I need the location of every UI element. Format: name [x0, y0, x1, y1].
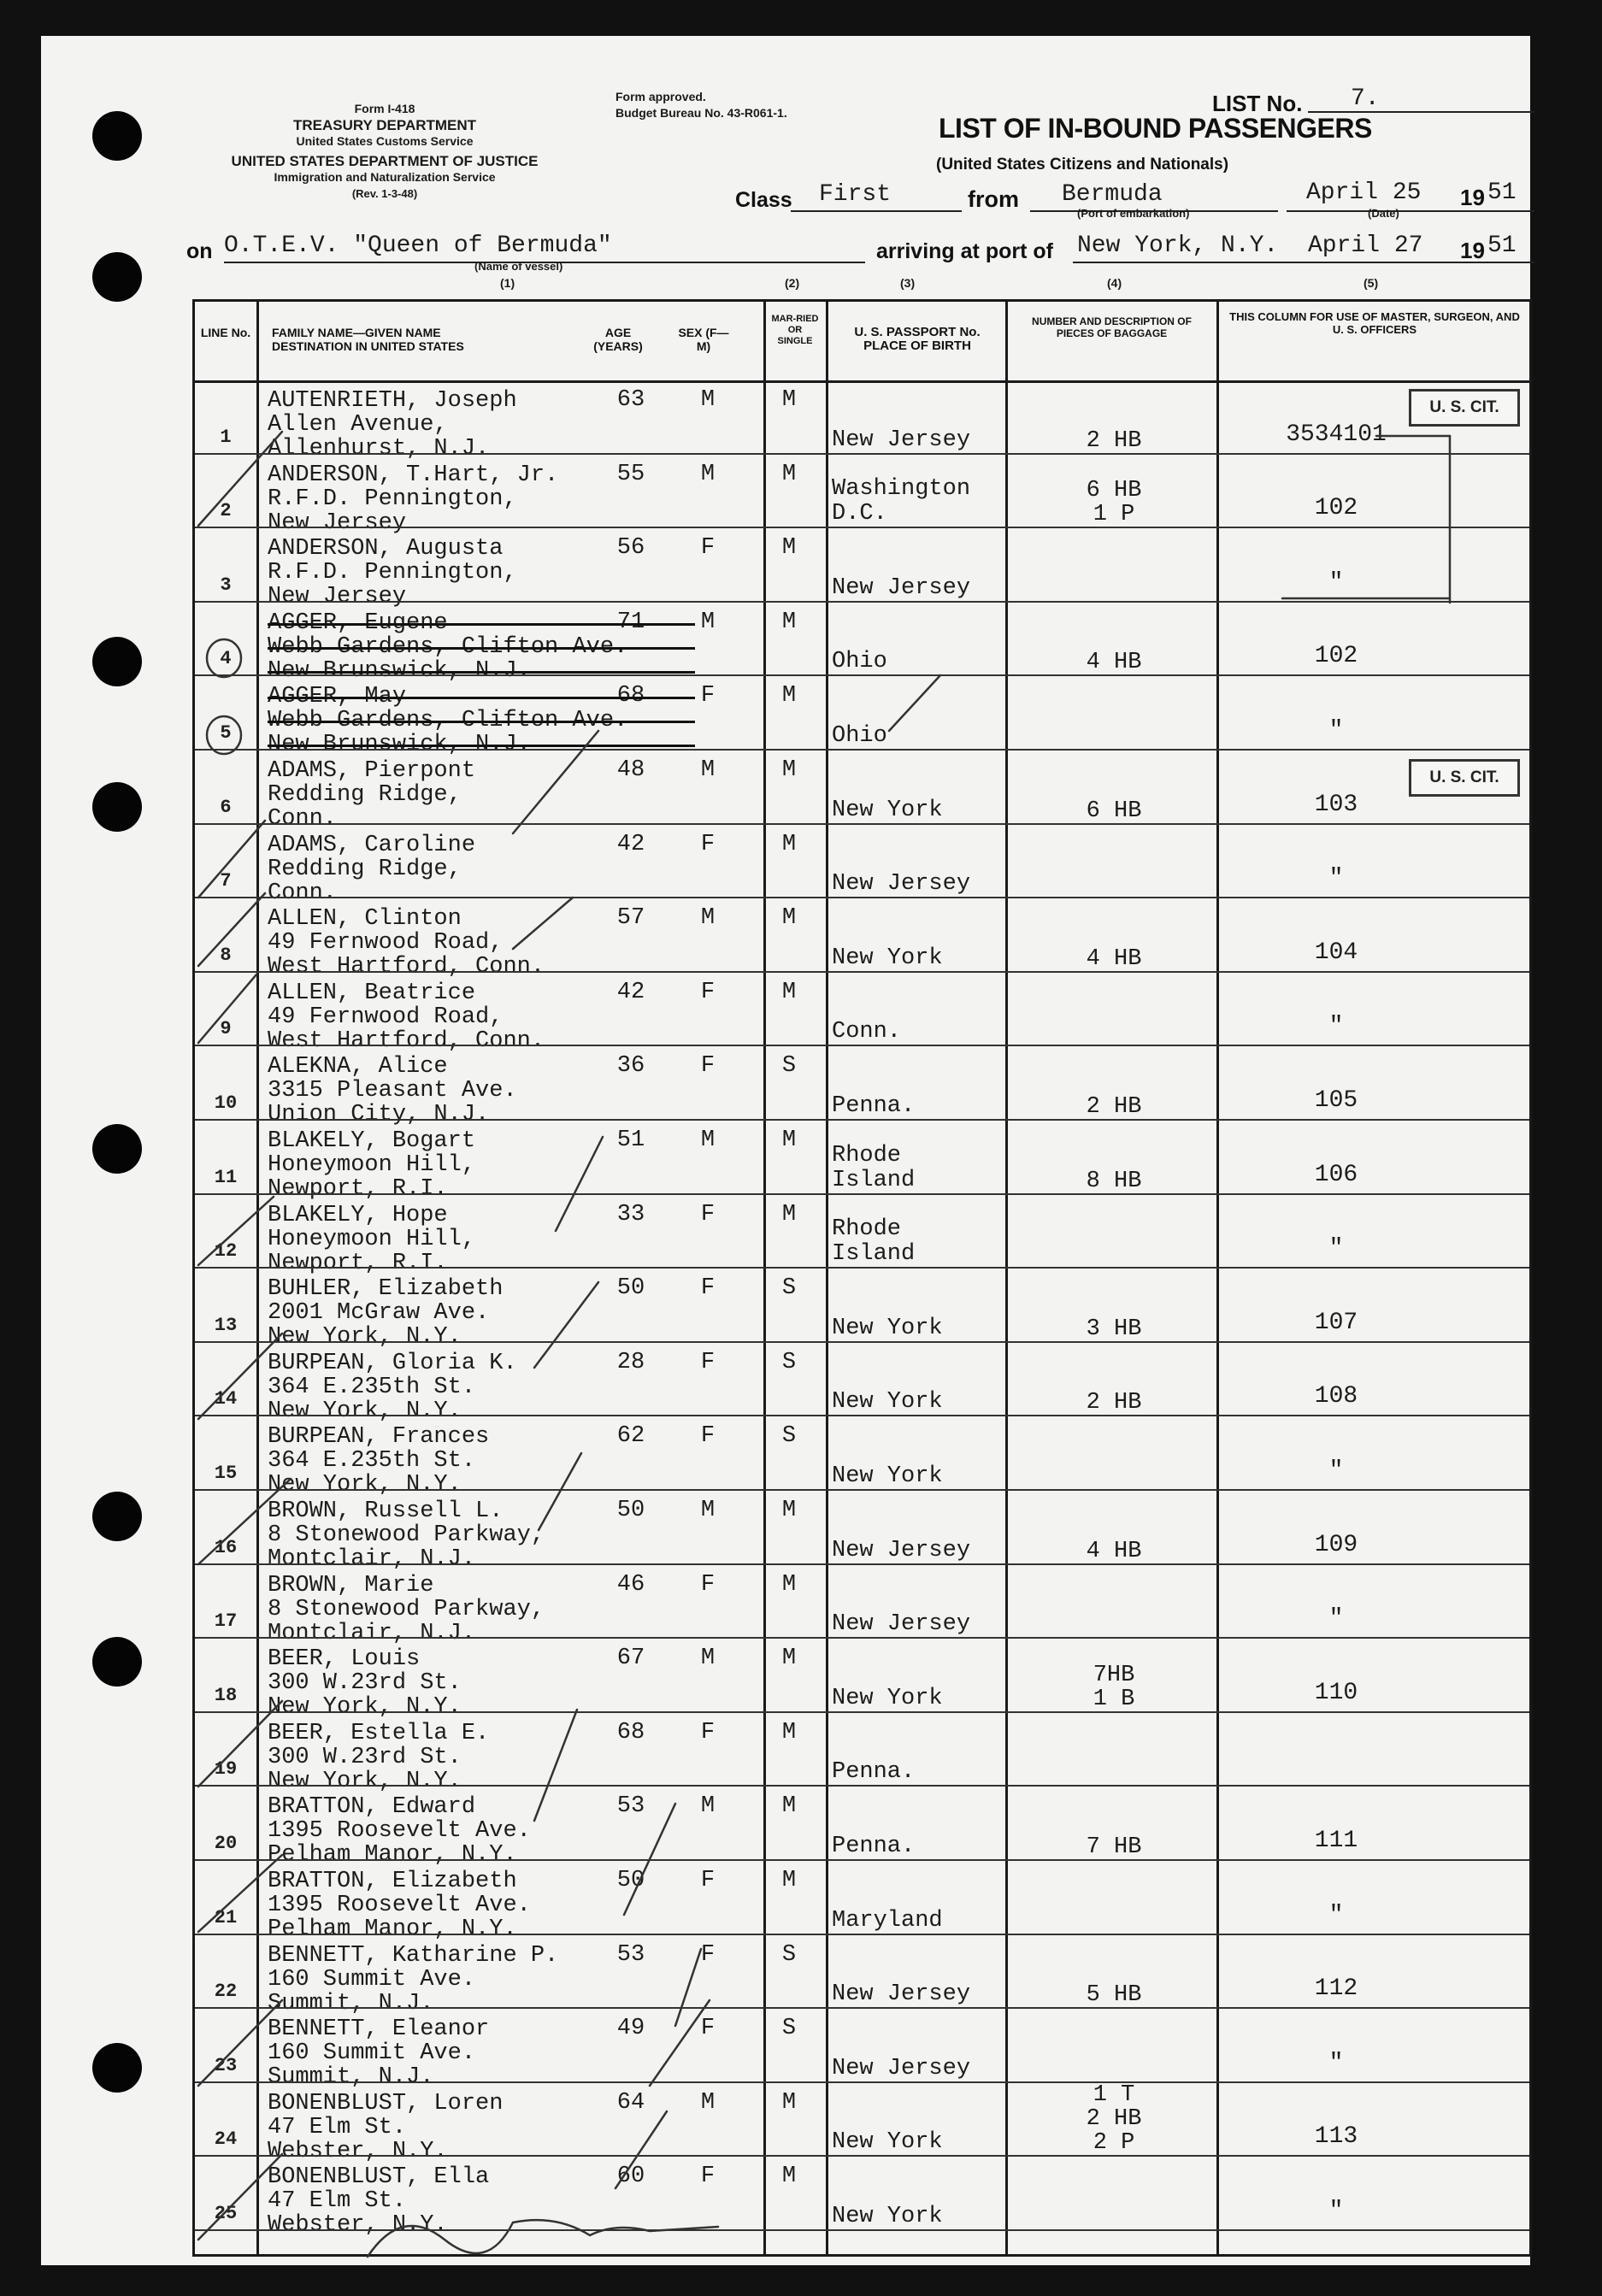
passenger-sex: F	[700, 1868, 716, 1893]
officer-annotation: 107	[1314, 1309, 1358, 1336]
passenger-name-destination: ALLEN, Beatrice 49 Fernwood Road, West Hartford, Conn.	[268, 980, 545, 1054]
place-of-birth: New York	[832, 2129, 943, 2156]
place-of-birth: Maryland	[832, 1907, 943, 1934]
manifest-subtitle: (United States Citizens and Nationals)	[936, 156, 1229, 174]
baggage-description: 2 HB	[1086, 1390, 1142, 1416]
line-number: 11	[214, 1166, 238, 1188]
baggage-description: 6 HB	[1086, 798, 1142, 824]
table-row	[195, 1565, 1529, 1646]
arrival-date: April 27	[1308, 233, 1423, 259]
officer-annotation: 110	[1314, 1679, 1358, 1706]
baggage-description: 2 HB	[1086, 427, 1142, 454]
date-value: April 25	[1306, 180, 1422, 206]
passenger-age: 46	[616, 1571, 645, 1598]
passenger-sex: F	[700, 1719, 716, 1746]
passenger-age: 53	[616, 1941, 645, 1968]
passenger-marital-status: S	[781, 1275, 797, 1302]
justice-label: UNITED STATES DEPARTMENT OF JUSTICE	[231, 153, 539, 169]
table-row	[195, 973, 1529, 1054]
baggage-description: 7HB 1 B	[1093, 1662, 1135, 1712]
column-number-5: (5)	[1363, 276, 1379, 290]
table-row	[195, 2082, 1529, 2164]
line-number: 22	[214, 1981, 238, 2003]
place-of-birth: New York	[832, 797, 943, 823]
officer-annotation: 108	[1314, 1383, 1358, 1410]
passenger-age: 49	[616, 2016, 645, 2042]
passenger-name-destination: BLAKELY, Hope Honeymoon Hill, Newport, R.I.	[268, 1202, 476, 1276]
passenger-age: 36	[616, 1053, 645, 1080]
line-number: 7	[220, 870, 232, 892]
place-of-birth: Ohio	[832, 722, 887, 749]
passenger-marital-status: M	[781, 1793, 797, 1820]
passenger-sex: F	[700, 1941, 716, 1968]
passenger-marital-status: S	[781, 1941, 797, 1968]
passenger-marital-status: M	[781, 1571, 797, 1598]
passenger-name-destination: BURPEAN, Gloria K. 364 E.235th St. New York, N.Y.	[268, 1350, 517, 1424]
table-row	[195, 2157, 1529, 2239]
passenger-sex: F	[700, 683, 716, 709]
line-number: 9	[220, 1018, 232, 1040]
officer-annotation: "	[1328, 1235, 1344, 1263]
strike-through-line	[268, 671, 695, 674]
passenger-age: 55	[616, 461, 645, 487]
vessel-caption: (Name of vessel)	[474, 260, 563, 273]
baggage-description: 1 T 2 HB 2 P	[1086, 2082, 1142, 2157]
officer-annotation: "	[1328, 2197, 1344, 2224]
date-caption: (Date)	[1368, 207, 1399, 220]
baggage-description: 4 HB	[1086, 945, 1142, 972]
passenger-age: 68	[616, 1719, 645, 1746]
col-header-name: FAMILY NAME—GIVEN NAME DESTINATION IN UNITED STATES	[272, 326, 464, 353]
place-of-birth: New York	[832, 1463, 943, 1489]
passenger-marital-status: M	[781, 2089, 797, 2116]
from-value: Bermuda	[1062, 181, 1163, 208]
passenger-sex: F	[700, 1571, 716, 1598]
strike-through-line	[268, 745, 695, 747]
table-row	[195, 898, 1529, 980]
table-row	[195, 2009, 1529, 2091]
table-row	[195, 603, 1529, 684]
passenger-name-destination: ALEKNA, Alice 3315 Pleasant Ave. Union City, N.J.	[268, 1054, 517, 1128]
class-label: Class	[735, 188, 792, 212]
on-label: on	[186, 239, 213, 263]
date-underline	[1287, 210, 1534, 212]
passenger-age: 67	[616, 1645, 645, 1672]
passenger-sex: F	[700, 2164, 716, 2190]
binder-hole	[92, 2043, 142, 2093]
officer-annotation: 113	[1314, 2123, 1358, 2151]
line-number: 20	[214, 1832, 238, 1854]
col-header-married: MAR-RIED OR SINGLE	[771, 314, 819, 346]
place-of-birth: Penna.	[832, 1833, 916, 1859]
passenger-age: 50	[616, 1498, 645, 1523]
column-number-2: (2)	[785, 276, 800, 290]
place-of-birth: New York	[832, 2203, 943, 2229]
passenger-marital-status: M	[781, 461, 797, 487]
officer-annotation: 102	[1314, 643, 1358, 670]
table-row	[195, 1269, 1529, 1351]
passenger-age: 57	[616, 905, 645, 932]
port-embarkation-caption: (Port of embarkation)	[1077, 207, 1190, 220]
line-number: 5	[220, 721, 232, 744]
passenger-name-destination: AGGER, Eugene Webb Gardens, Clifton Ave. New Brunswick, N.J.	[268, 609, 628, 684]
table-row	[195, 1787, 1529, 1869]
passenger-name-destination: ALLEN, Clinton 49 Fernwood Road, West Hartford, Conn.	[268, 906, 545, 980]
strike-through-line	[268, 721, 695, 723]
table-row	[195, 1639, 1529, 1721]
passenger-marital-status: M	[781, 1498, 797, 1523]
line-number: 13	[214, 1314, 238, 1336]
place-of-birth: Rhode Island	[832, 1142, 916, 1193]
place-of-birth: New York	[832, 1685, 943, 1711]
approval-label: Form approved.	[615, 90, 706, 103]
place-of-birth: New Jersey	[832, 1611, 971, 1638]
officer-annotation: "	[1328, 1605, 1344, 1633]
col-header-line: LINE No.	[200, 326, 251, 339]
passenger-sex: F	[700, 1423, 716, 1450]
arrival-underline	[1073, 262, 1534, 263]
line-number: 8	[220, 944, 232, 966]
vessel-name: O.T.E.V. "Queen of Bermuda"	[224, 233, 612, 259]
place-of-birth: New Jersey	[832, 2055, 971, 2081]
customs-label: United States Customs Service	[296, 134, 474, 148]
passenger-name-destination: ANDERSON, T.Hart, Jr. R.F.D. Pennington, New Jersey	[268, 462, 559, 536]
passenger-sex: M	[700, 387, 716, 413]
passenger-name-destination: BUHLER, Elizabeth 2001 McGraw Ave. New York, N.Y.	[268, 1276, 504, 1351]
passenger-marital-status: M	[781, 757, 797, 783]
binder-hole	[92, 1492, 142, 1541]
place-of-birth: New Jersey	[832, 871, 971, 898]
col-header-age: AGE (YEARS)	[593, 326, 643, 353]
passenger-name-destination: BEER, Louis 300 W.23rd St. New York, N.Y.	[268, 1646, 462, 1721]
table-row	[195, 1491, 1529, 1572]
binder-hole	[92, 252, 142, 302]
rev-label: (Rev. 1-3-48)	[351, 187, 418, 200]
passenger-marital-status: M	[781, 905, 797, 932]
strike-through-line	[268, 623, 695, 626]
officer-annotation: 3534101	[1286, 421, 1387, 448]
from-label: from	[968, 186, 1019, 212]
binder-hole	[92, 111, 142, 161]
passenger-age: 42	[616, 831, 645, 857]
passenger-marital-status: M	[781, 831, 797, 857]
passenger-age: 28	[616, 1349, 645, 1375]
passenger-name-destination: ADAMS, Pierpont Redding Ridge, Conn.	[268, 758, 476, 832]
passenger-name-destination: ADAMS, Caroline Redding Ridge, Conn.	[268, 832, 476, 906]
line-number: 4	[220, 648, 232, 670]
line-number: 12	[214, 1240, 238, 1263]
table-row	[195, 1416, 1529, 1498]
passenger-age: 68	[616, 683, 645, 709]
treasury-label: TREASURY DEPARTMENT	[292, 117, 477, 133]
passenger-marital-status: S	[781, 1349, 797, 1375]
line-number: 18	[214, 1684, 238, 1706]
passenger-age: 71	[616, 609, 645, 635]
passenger-name-destination: AGGER, May Webb Gardens, Clifton Ave. New Brunswick, N.J.	[268, 684, 628, 758]
list-no-label: LIST No.	[1212, 91, 1303, 116]
line-number: 17	[214, 1610, 238, 1633]
table-row	[195, 676, 1529, 758]
passenger-marital-status: S	[781, 2016, 797, 2042]
passenger-name-destination: BURPEAN, Frances 364 E.235th St. New York, N.Y.	[268, 1424, 490, 1498]
passenger-marital-status: M	[781, 387, 797, 413]
passenger-name-destination: BRATTON, Elizabeth 1395 Roosevelt Ave. Pelham Manor, N.Y.	[268, 1869, 531, 1942]
line-number: 1	[220, 426, 232, 448]
officer-annotation: "	[1328, 1901, 1344, 1928]
baggage-description: 7 HB	[1086, 1834, 1142, 1860]
table-row	[195, 528, 1529, 610]
place-of-birth: New Jersey	[832, 427, 971, 453]
passenger-marital-status: M	[781, 609, 797, 635]
passenger-sex: M	[700, 1645, 716, 1672]
line-number: 24	[214, 2128, 238, 2151]
passenger-age: 56	[616, 535, 645, 562]
place-of-birth: New Jersey	[832, 1981, 971, 2008]
column-number-4: (4)	[1107, 276, 1122, 290]
passenger-sex: M	[700, 905, 716, 932]
passenger-sex: F	[700, 831, 716, 857]
table-row	[195, 825, 1529, 906]
place-of-birth: Ohio	[832, 649, 887, 675]
strike-through-line	[268, 697, 695, 699]
line-number: 3	[220, 574, 232, 596]
passenger-marital-status: M	[781, 2164, 797, 2190]
baggage-description: 5 HB	[1086, 1982, 1142, 2009]
baggage-description: 8 HB	[1086, 1168, 1142, 1194]
passenger-sex: M	[700, 461, 716, 487]
passenger-name-destination: BRATTON, Edward 1395 Roosevelt Ave. Pelham Manor, N.Y.	[268, 1794, 531, 1869]
class-underline	[791, 210, 962, 212]
line-number: 14	[214, 1388, 238, 1410]
officer-annotation: 102	[1314, 495, 1358, 522]
passenger-age: 48	[616, 757, 645, 783]
year-value: 51	[1487, 180, 1517, 206]
list-no-value: 7.	[1351, 85, 1380, 112]
officer-annotation: 106	[1314, 1161, 1358, 1188]
table-row	[195, 1713, 1529, 1794]
officer-annotation: "	[1328, 716, 1344, 744]
line-number: 19	[214, 1758, 238, 1781]
passenger-marital-status: M	[781, 1645, 797, 1672]
place-of-birth: Penna.	[832, 1092, 916, 1119]
passenger-marital-status: M	[781, 1719, 797, 1746]
place-of-birth: New Jersey	[832, 574, 971, 601]
line-number: 25	[214, 2202, 238, 2224]
passenger-table	[192, 299, 1532, 2257]
officer-annotation: 111	[1314, 1827, 1358, 1854]
passenger-age: 50	[616, 1868, 645, 1893]
passenger-sex: F	[700, 2016, 716, 2042]
passenger-marital-status: M	[781, 1201, 797, 1227]
table-row	[195, 1121, 1529, 1202]
column-number-1: (1)	[500, 276, 515, 290]
passenger-marital-status: M	[781, 1127, 797, 1153]
line-number: 21	[214, 1906, 238, 1928]
passenger-name-destination: BROWN, Marie 8 Stonewood Parkway, Montclair, N.J.	[268, 1572, 545, 1646]
passenger-sex: M	[700, 757, 716, 783]
strike-through-line	[268, 647, 695, 650]
col-header-baggage: NUMBER AND DESCRIPTION OF PIECES OF BAGGAGE	[1032, 315, 1192, 339]
form-id-block	[192, 101, 577, 202]
passenger-age: 42	[616, 979, 645, 1005]
col-header-passport: U. S. PASSPORT No. PLACE OF BIRTH	[854, 325, 981, 353]
table-row	[195, 751, 1529, 832]
baggage-description: 6 HB 1 P	[1086, 478, 1142, 528]
binder-hole	[92, 782, 142, 832]
line-number: 23	[214, 2054, 238, 2076]
passenger-name-destination: ANDERSON, Augusta R.F.D. Pennington, New Jersey	[268, 536, 517, 610]
baggage-description: 3 HB	[1086, 1316, 1142, 1342]
officer-annotation: "	[1328, 568, 1344, 596]
passenger-sex: F	[700, 1053, 716, 1080]
place-of-birth: Washington D.C.	[832, 476, 971, 527]
passenger-sex: F	[700, 1201, 716, 1227]
passenger-name-destination: BENNETT, Eleanor 160 Summit Ave. Summit, N.J.	[268, 2016, 490, 2091]
passenger-sex: M	[700, 1127, 716, 1153]
officer-annotation: 103	[1314, 791, 1358, 818]
officer-annotation: 112	[1314, 1975, 1358, 2003]
arriving-label: arriving at port of	[876, 239, 1053, 263]
approval-block	[615, 89, 787, 121]
row-divider	[195, 2229, 1529, 2231]
passenger-name-destination: BONENBLUST, Loren 47 Elm St. Webster, N.Y.	[268, 2090, 504, 2164]
passenger-sex: F	[700, 1349, 716, 1375]
line-number: 2	[220, 500, 232, 522]
passenger-age: 50	[616, 1275, 645, 1302]
passenger-sex: M	[700, 1498, 716, 1523]
baggage-description: 2 HB	[1086, 1093, 1142, 1120]
col-header-sex: SEX (F—M)	[678, 326, 729, 353]
passenger-age: 51	[616, 1127, 645, 1153]
place-of-birth: New Jersey	[832, 1537, 971, 1563]
baggage-description: 4 HB	[1086, 650, 1142, 676]
class-value: First	[819, 181, 892, 208]
arrival-port: New York, N.Y.	[1077, 233, 1279, 259]
table-row	[195, 455, 1529, 536]
place-of-birth: Penna.	[832, 1759, 916, 1786]
budget-label: Budget Bureau No. 43-R061-1.	[615, 106, 787, 120]
passenger-marital-status: M	[781, 683, 797, 709]
arrival-year: 51	[1487, 233, 1517, 259]
officer-annotation: 104	[1314, 939, 1358, 966]
binder-hole	[92, 1637, 142, 1687]
place-of-birth: New York	[832, 945, 943, 971]
officer-annotation: "	[1328, 2049, 1344, 2076]
binder-hole	[92, 1124, 142, 1174]
passenger-name-destination: AUTENRIETH, Joseph Allen Avenue, Allenhurst, N.J.	[268, 388, 517, 462]
passenger-marital-status: S	[781, 1053, 797, 1080]
year-prefix: 19	[1460, 185, 1485, 210]
line-number: 10	[214, 1092, 238, 1114]
baggage-description: 4 HB	[1086, 1538, 1142, 1564]
table-row	[195, 1046, 1529, 1128]
place-of-birth: Rhode Island	[832, 1216, 916, 1268]
passenger-age: 33	[616, 1201, 645, 1227]
passenger-age: 64	[616, 2089, 645, 2116]
binder-hole	[92, 637, 142, 686]
passenger-name-destination: BONENBLUST, Ella 47 Elm St. Webster, N.Y.	[268, 2164, 490, 2239]
us-citizen-stamp: U. S. CIT.	[1409, 759, 1520, 797]
passenger-sex: M	[700, 2089, 716, 2116]
officer-annotation: "	[1328, 1013, 1344, 1040]
passenger-marital-status: M	[781, 1868, 797, 1893]
arrival-year-prefix: 19	[1460, 238, 1485, 263]
passenger-marital-status: M	[781, 535, 797, 562]
passenger-name-destination: BROWN, Russell L. 8 Stonewood Parkway, Montclair, N.J.	[268, 1498, 545, 1572]
place-of-birth: New York	[832, 1315, 943, 1341]
line-number: 6	[220, 796, 232, 818]
passenger-name-destination: BLAKELY, Bogart Honeymoon Hill, Newport, R.I.	[268, 1128, 476, 1202]
officer-annotation: "	[1328, 1457, 1344, 1484]
passenger-sex: F	[700, 979, 716, 1005]
passenger-age: 62	[616, 1423, 645, 1450]
form-number: Form I-418	[354, 102, 415, 115]
passenger-sex: M	[700, 1793, 716, 1820]
table-row	[195, 380, 1529, 462]
passenger-name-destination: BENNETT, Katharine P. 160 Summit Ave. Summit, N.J.	[268, 1942, 559, 2016]
line-number: 15	[214, 1462, 238, 1484]
passenger-sex: F	[700, 1275, 716, 1302]
passenger-name-destination: BEER, Estella E. 300 W.23rd St. New York, N.Y.	[268, 1720, 490, 1794]
passenger-sex: M	[700, 609, 716, 635]
manifest-title: LIST OF IN-BOUND PASSENGERS	[939, 113, 1372, 144]
table-row	[195, 1343, 1529, 1424]
table-row	[195, 1935, 1529, 2016]
place-of-birth: New York	[832, 1389, 943, 1416]
passenger-age: 60	[616, 2164, 645, 2190]
place-of-birth: Conn.	[832, 1019, 902, 1045]
line-number: 16	[214, 1536, 238, 1558]
column-number-3: (3)	[900, 276, 916, 290]
passenger-sex: F	[700, 535, 716, 562]
passenger-age: 53	[616, 1793, 645, 1820]
ins-label: Immigration and Naturalization Service	[274, 170, 496, 184]
table-row	[195, 1195, 1529, 1276]
officer-annotation: "	[1328, 865, 1344, 892]
col-header-officers: THIS COLUMN FOR USE OF MASTER, SURGEON, AND U. S. OFFICERS	[1229, 310, 1520, 336]
passenger-marital-status: S	[781, 1423, 797, 1450]
passenger-marital-status: M	[781, 979, 797, 1005]
officer-annotation: 105	[1314, 1086, 1358, 1114]
table-row	[195, 1861, 1529, 1942]
us-citizen-stamp: U. S. CIT.	[1409, 389, 1520, 427]
officer-annotation: 109	[1314, 1531, 1358, 1558]
passenger-age: 63	[616, 387, 645, 413]
